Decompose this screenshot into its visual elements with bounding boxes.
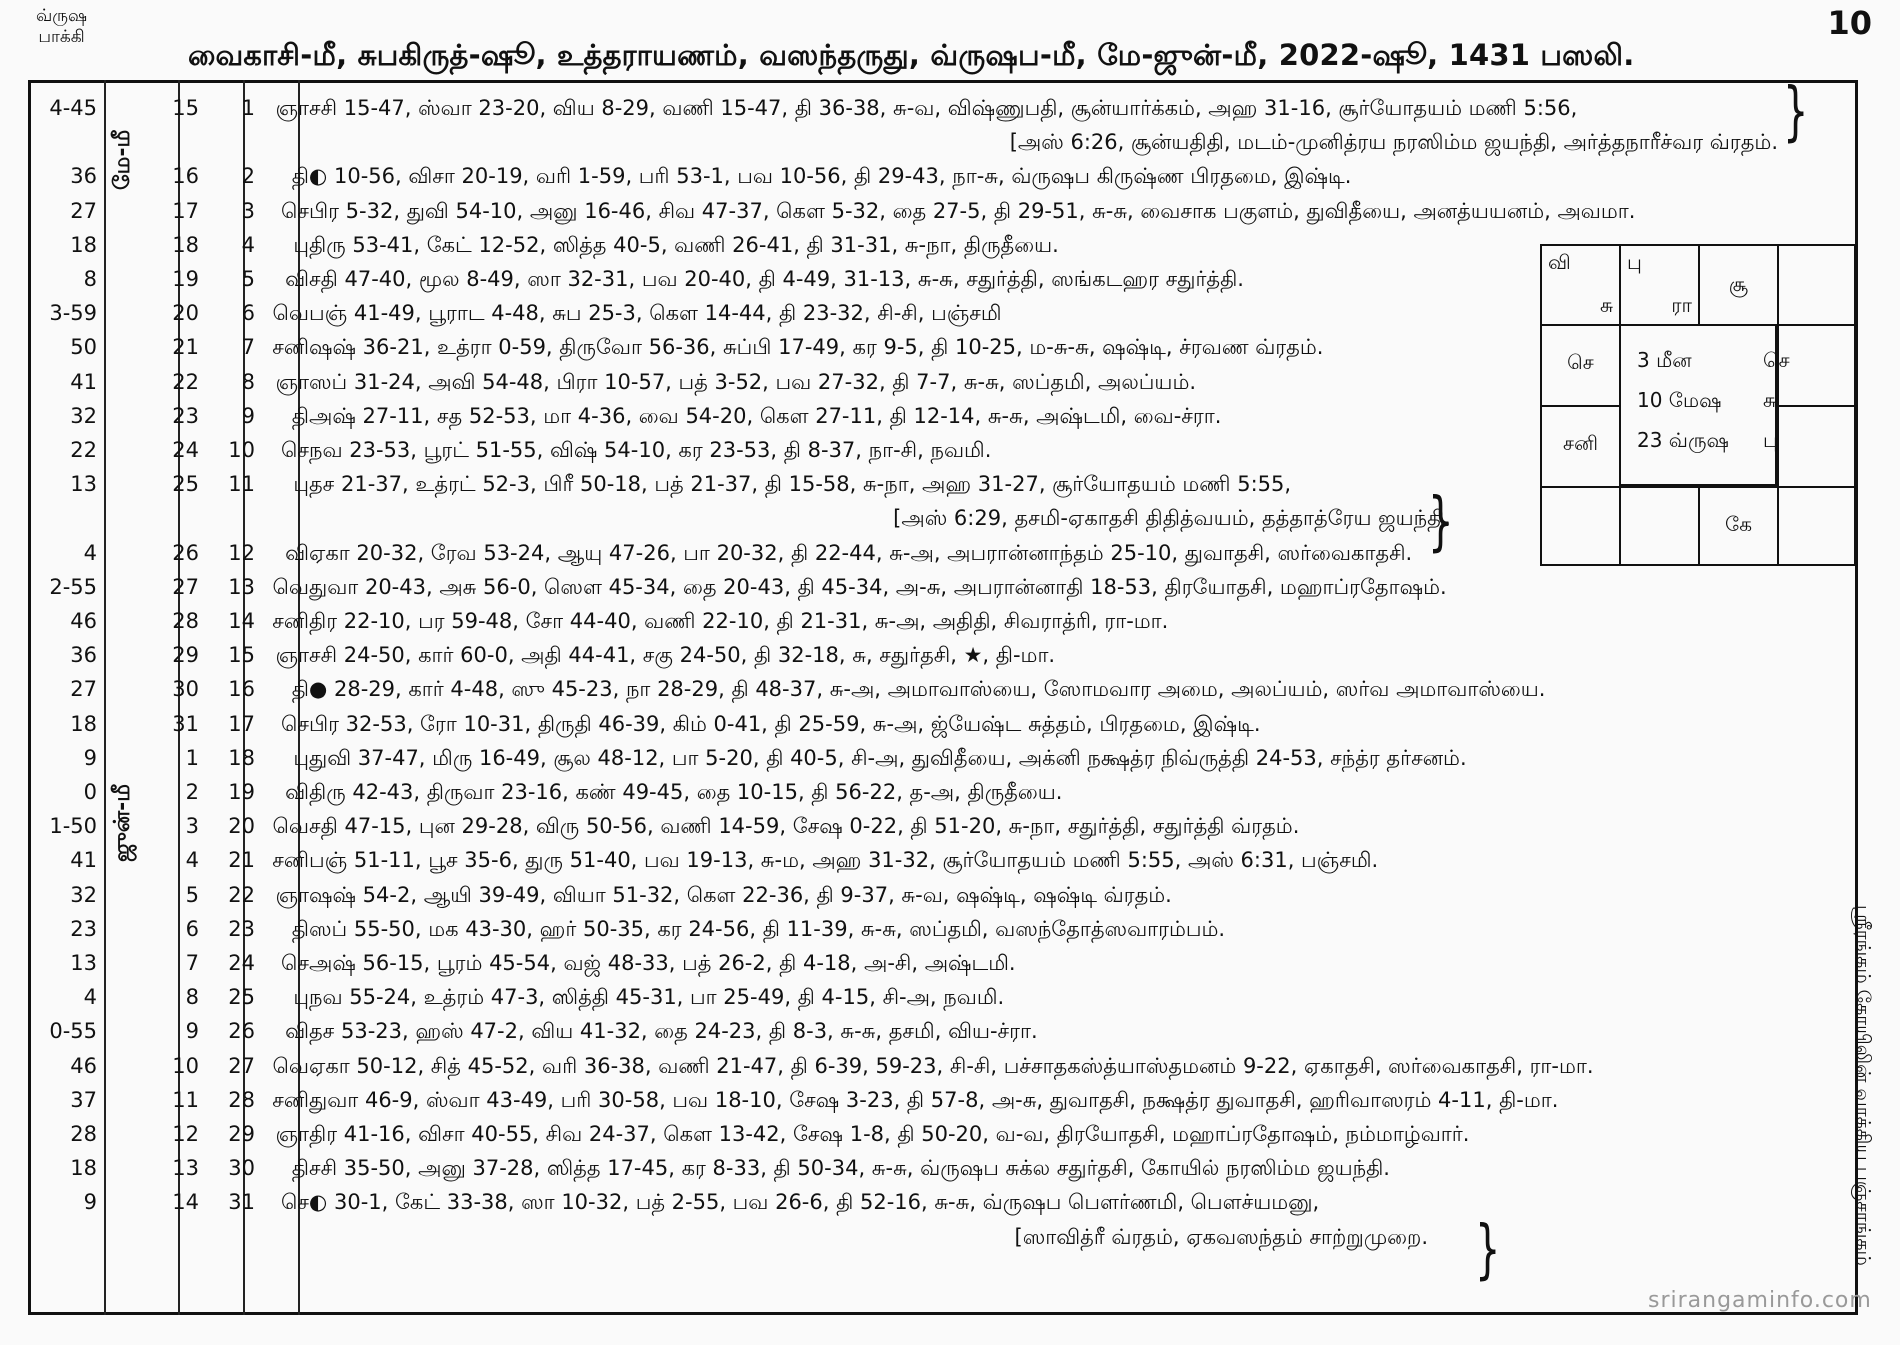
details-cell: ஏகா 20-32, ரேவ 53-24, ஆயு 47-26, பா 20-32, தி 22-44, சு-அ, அபரான்னாந்தம் 25-10, துவாதசி, ஸர்வைகாதசி. [309,540,1413,565]
english-date-cell: 15 [172,96,199,120]
tamil-date-cell: 23 [228,916,255,941]
weekday-cell: சனி [272,609,309,633]
english-date-cell: 25 [172,472,199,497]
watermark-text: srirangaminfo.com [1648,1288,1872,1313]
rasi-planet: சனி [1563,431,1598,455]
balance-cell: 9 [83,745,97,770]
table-row-continuation [31,130,1856,164]
details-cell: [அஸ் 6:29, தசமி-ஏகாதசி திதித்வயம், தத்தாத்ரேய ஜயந்தி. [893,506,1451,531]
details-cell: பிர 5-32, துவி 54-10, அனு 16-46, சிவ 47-37, கௌ 5-32, தை 27-5, தி 29-51, சு-சு, வைசாக பகுளம், துவிதீயை, அனத்யயனம், அவமா. [309,198,1636,223]
tamil-date-cell: 24 [228,951,255,975]
tamil-date-cell: 6 [241,301,255,326]
table-row [31,1054,1856,1088]
english-date-cell: 9 [185,1019,199,1044]
weekday-cell: தி [291,1156,309,1181]
tamil-date-cell: 20 [228,814,255,839]
details-cell: அஷ் 56-15, பூரம் 45-54, வஜ் 48-33, பத் 26-2, தி 4-18, அ-சி, அஷ்டமி. [309,951,1016,975]
side-caption: ஸ்ரீரங்கம் கோயிலின் வாக்கிய பஞ்சாங்கம் [1852,905,1874,1266]
corner-top-text: வ்ருஷ [36,6,88,26]
weekday-cell: வெ [272,574,309,599]
details-cell: [அஸ் 6:26, சூன்யதிதி, மடம்-முனித்ரய நரஸிம்ம ஜயந்தி, அர்த்தநாரீச்வர வ்ரதம். [1009,130,1778,155]
details-cell: சசி 24-50, கார் 60-0, அதி 44-41, சகு 24-50, தி 32-18, சு, சதுர்தசி, ★, தி-மா. [309,643,1056,668]
weekday-cell: ஞா [275,369,309,394]
weekday-cell: வெ [272,1053,309,1078]
tamil-date-cell: 28 [228,1087,255,1112]
rasi-planet: கே [1725,512,1752,536]
details-cell: சசி 15-47, ஸ்வா 23-20, விய 8-29, வணி 15-47, தி 36-38, சு-வ, விஷ்ணுபதி, சூன்யார்க்கம், அஹ 31-16, சூர்யோதயம் மணி 5:56, [309,96,1578,120]
month-label-june: ஜுன்-மீ [110,783,135,862]
details-cell: பஞ் 51-11, பூச 35-6, துரு 51-40, பவ 19-13, சு-ம, அஹ 31-32, சூர்யோதயம் மணி 5:55, அஸ் 6:31, பஞ்சமி. [309,848,1379,873]
balance-cell: 3-59 [49,301,97,326]
rasi-center-line [1637,348,1790,375]
balance-cell: 23 [70,916,97,941]
weekday-cell: வெ [272,814,309,839]
page-title: வைகாசி-மீ, சுபகிருத்-ஷூ, உத்தராயணம், வஸந்தருது, வ்ருஷப-மீ, மே-ஜுன்-மீ, 2022-ஷூ, 1431 பஸலி. [188,38,1635,72]
weekday-cell: தி [291,164,309,189]
weekday-cell: வி [285,780,309,804]
table-row [31,199,1856,233]
rasi-planet: சு [1599,293,1613,317]
tamil-date-cell: 2 [241,164,255,189]
balance-cell: 32 [70,882,97,907]
rasi-chart-center [1619,324,1790,486]
english-date-cell: 6 [185,916,199,941]
balance-cell: 4-45 [49,96,97,120]
english-date-cell: 18 [172,232,199,257]
english-date-cell: 7 [185,951,199,975]
table-row [31,96,1856,130]
weekday-cell: செ [281,438,309,462]
rasi-center-line [1637,388,1777,415]
tamil-date-cell: 11 [228,472,255,497]
english-date-cell: 24 [172,438,199,462]
table-row [31,609,1856,643]
header-corner-label [36,6,87,48]
rasi-center-planet: சு [1763,388,1777,412]
weekday-cell: செ [281,198,309,223]
details-cell: சதி 47-15, புன 29-28, விரு 50-56, வணி 14-59, சேஷ 0-22, தி 51-20, சு-நா, சதுர்த்தி, சதுர்த்தி வ்ரதம். [309,814,1300,839]
balance-cell: 1-50 [49,814,97,839]
balance-cell: 13 [70,951,97,975]
english-date-cell: 23 [172,403,199,428]
balance-cell: 4 [83,540,97,565]
weekday-cell: தி [291,403,309,428]
rasi-center-label: 23 வ்ருஷ [1637,428,1729,452]
table-row [31,780,1856,814]
rasi-cell [1540,405,1621,488]
tamil-date-cell: 25 [228,985,255,1010]
english-date-cell: 13 [172,1156,199,1181]
balance-cell: 41 [70,848,97,873]
english-date-cell: 20 [172,301,199,326]
details-cell: பஞ் 41-49, பூராட 4-48, சுப 25-3, கௌ 14-44, தி 23-32, சி-சி, பஞ்சமி [309,301,1002,326]
english-date-cell: 28 [172,609,199,633]
english-date-cell: 17 [172,198,199,223]
balance-cell: 36 [70,643,97,668]
english-date-cell: 16 [172,164,199,189]
tamil-date-cell: 1 [241,96,255,120]
details-cell: ஸப் 31-24, அவி 54-48, பிரா 10-57, பத் 3-52, பவ 27-32, தி 7-7, சு-சு, ஸப்தமி, அலப்யம். [309,369,1197,394]
tamil-date-cell: 5 [241,267,255,291]
rasi-center-planet: பு [1763,428,1778,452]
rasi-planet: செ [1567,350,1594,374]
weekday-cell: வெ [272,301,309,326]
rasi-cell [1698,486,1779,566]
rasi-cell [1777,486,1856,566]
tamil-date-cell: 26 [228,1019,255,1044]
rasi-cell [1777,244,1856,326]
table-row [31,917,1856,951]
tamil-date-cell: 19 [228,780,255,804]
details-cell: ஸப் 55-50, மக 43-30, ஹர் 50-35, கர 24-56, தி 11-39, சு-சு, ஸப்தமி, வஸந்தோத்ஸவாரம்பம். [309,916,1226,941]
tamil-date-cell: 30 [228,1156,255,1181]
details-cell: தச 53-23, ஹஸ் 47-2, விய 41-32, தை 24-23, தி 8-3, சு-சு, தசமி, விய-ச்ரா. [309,1019,1038,1044]
rasi-cell [1540,324,1621,407]
weekday-cell: செ [281,951,309,975]
balance-cell: 18 [70,232,97,257]
weekday-cell: தி [291,916,309,941]
english-date-cell: 30 [172,677,199,702]
table-row [31,1190,1856,1224]
rasi-cell [1540,244,1621,326]
rasi-planet: வி [1548,250,1571,274]
english-date-cell: 12 [172,1122,199,1146]
rasi-planet: ரா [1671,293,1692,317]
details-cell: சதி 47-40, மூல 8-49, ஸா 32-31, பவ 20-40, தி 4-49, 31-13, சு-சு, சதுர்த்தி, ஸங்கடஹர சதுர்த்தி. [309,267,1244,291]
table-row [31,848,1856,882]
table-row [31,677,1856,711]
rasi-center-label: 3 மீன [1637,348,1692,372]
weekday-cell: செ [281,711,309,736]
weekday-cell: பு [293,985,309,1010]
balance-cell: 4 [83,985,97,1010]
table-row [31,883,1856,917]
rasi-center-label: 10 மேஷ [1637,388,1722,412]
table-row [31,985,1856,1019]
details-cell: திரு 42-43, திருவா 23-16, கண் 49-45, தை 10-15, தி 56-22, த-அ, திருதீயை. [309,780,1063,804]
weekday-cell: ஞா [275,643,309,668]
weekday-cell: பு [293,745,309,770]
english-date-cell: 8 [185,985,199,1010]
balance-cell: 18 [70,711,97,736]
english-date-cell: 31 [172,711,199,736]
tamil-date-cell: 22 [228,882,255,907]
page-number: 10 [1827,4,1872,42]
details-cell: பிர 32-53, ரோ 10-31, திருதி 46-39, கிம் 0-41, தி 25-59, சு-அ, ஜ்யேஷ்ட சுத்தம், பிரதமை, இஷ்டி. [309,711,1261,736]
tamil-date-cell: 27 [228,1053,255,1078]
balance-cell: 8 [83,267,97,291]
balance-cell: 46 [70,1053,97,1078]
brace-mark: } [1475,1213,1501,1287]
table-row [31,643,1856,677]
details-cell: துவா 20-43, அசு 56-0, ஸௌ 45-34, தை 20-43, தி 45-34, அ-சு, அபரான்னாதி 18-53, திரயோதசி, மஹாப்ரதோஷம். [309,574,1447,599]
weekday-cell: செ [281,1190,309,1215]
tamil-date-cell: 29 [228,1122,255,1146]
month-label-may: மே-மீ [110,129,135,190]
details-cell: துவா 46-9, ஸ்வா 43-49, பரி 30-58, பவ 18-10, சேஷ 3-23, தி 57-8, அ-சு, துவாதசி, நக்ஷத்ர துவாதசி, ஹரிவாஸரம் 4-11, தி-மா. [309,1087,1559,1112]
balance-cell: 2-55 [49,574,97,599]
rasi-cell [1540,486,1621,566]
weekday-cell: ஞா [275,1122,309,1146]
table-row [31,1019,1856,1053]
details-cell: ஏகா 50-12, சித் 45-52, வரி 36-38, வணி 21-47, தி 6-39, 59-23, சி-சி, பச்சாதகஸ்த்யாஸ்தமனம் 9-22, ஏகாதசி, ஸர்வைகாதசி, ரா-மா. [309,1053,1594,1078]
table-row [31,1122,1856,1156]
table-row [31,575,1856,609]
english-date-cell: 11 [172,1087,199,1112]
balance-cell: 37 [70,1087,97,1112]
balance-cell: 18 [70,1156,97,1181]
balance-cell: 13 [70,472,97,497]
english-date-cell: 4 [185,848,199,873]
tamil-date-cell: 8 [241,369,255,394]
tamil-date-cell: 21 [228,848,255,873]
rasi-center-line [1637,428,1778,455]
balance-cell: 36 [70,164,97,189]
english-date-cell: 27 [172,574,199,599]
details-cell: துவி 37-47, மிரு 16-49, சூல 48-12, பா 5-20, தி 40-5, சி-அ, துவிதீயை, அக்னி நக்ஷத்ர நிவ்ருத்தி 24-53, சந்த்ர தர்சனம். [309,745,1467,770]
weekday-cell: சனி [272,1087,309,1112]
tamil-date-cell: 15 [228,643,255,668]
rasi-cell [1777,405,1856,488]
balance-cell: 22 [70,438,97,462]
details-cell: ◐ 30-1, கேட் 33-38, ஸா 10-32, பத் 2-55, பவ 26-6, தி 52-16, சு-சு, வ்ருஷப பௌர்ணமி, பௌச்யமனு, [309,1190,1320,1215]
rasi-cell [1619,244,1700,326]
balance-cell: 50 [70,335,97,360]
balance-cell: 27 [70,198,97,223]
english-date-cell: 1 [185,745,199,770]
details-cell: திர 41-16, விசா 40-55, சிவ 24-37, கௌ 13-42, சேஷ 1-8, தி 50-20, வ-வ, திரயோதசி, மஹாப்ரதோஷம், நம்மாழ்வார். [309,1122,1470,1146]
balance-cell: 9 [83,1190,97,1215]
details-cell: [ஸாவித்ரீ வ்ரதம், ஏகவஸந்தம் சாற்றுமுறை. [1014,1224,1428,1249]
table-row [31,1088,1856,1122]
weekday-cell: பு [293,232,309,257]
english-date-cell: 26 [172,540,199,565]
tamil-date-cell: 16 [228,677,255,702]
table-row [31,746,1856,780]
rasi-planet: சூ [1728,272,1749,296]
rasi-cell [1698,244,1779,326]
english-date-cell: 14 [172,1190,199,1215]
details-cell: ஷஷ் 36-21, உத்ரா 0-59, திருவோ 56-36, சுப்பி 17-49, கர 9-5, தி 10-25, ம-சு-சு, ஷஷ்டி, ச்ரவண வ்ரதம். [309,335,1324,360]
details-cell: ஷஷ் 54-2, ஆயி 39-49, வியா 51-32, கௌ 22-36, தி 9-37, சு-வ, ஷஷ்டி, ஷஷ்டி வ்ரதம். [309,882,1172,907]
details-cell: சசி 35-50, அனு 37-28, ஸித்த 17-45, கர 8-33, தி 50-34, சு-சு, வ்ருஷப சுக்ல சதுர்தசி, கோயில் நரஸிம்ம ஜயந்தி. [309,1156,1390,1181]
weekday-cell: சனி [272,848,309,873]
balance-cell: 41 [70,369,97,394]
weekday-cell: சனி [272,335,309,360]
tamil-date-cell: 9 [241,403,255,428]
tamil-date-cell: 10 [228,438,255,462]
weekday-cell: தி [291,677,309,702]
table-row [31,164,1856,198]
weekday-cell: வி [285,1019,309,1044]
details-cell: அஷ் 27-11, சத 52-53, மா 4-36, வை 54-20, கௌ 27-11, தி 12-14, சு-சு, அஷ்டமி, வை-ச்ரா. [309,403,1222,428]
tamil-date-cell: 13 [228,574,255,599]
tamil-date-cell: 3 [241,198,255,223]
balance-cell: 32 [70,403,97,428]
weekday-cell: ஞா [275,96,309,120]
balance-cell: 0-55 [49,1019,97,1044]
brace-mark: } [1783,75,1809,149]
rasi-chart [1540,244,1856,566]
balance-cell: 46 [70,609,97,633]
english-date-cell: 22 [172,369,199,394]
table-row-continuation [31,1225,1856,1259]
tamil-date-cell: 18 [228,745,255,770]
tamil-date-cell: 12 [228,540,255,565]
english-date-cell: 5 [185,882,199,907]
brace-mark: } [1428,485,1454,559]
weekday-cell: பு [293,472,309,497]
english-date-cell: 10 [172,1053,199,1078]
table-row [31,951,1856,985]
tamil-date-cell: 14 [228,609,255,633]
english-date-cell: 3 [185,814,199,839]
english-date-cell: 19 [172,267,199,291]
table-row [31,712,1856,746]
details-cell: ◐ 10-56, விசா 20-19, வரி 1-59, பரி 53-1, பவ 10-56, தி 29-43, நா-சு, வ்ருஷப கிருஷ்ண பிரதமை, இஷ்டி. [309,164,1352,189]
english-date-cell: 2 [185,780,199,804]
rasi-cell [1619,486,1700,566]
rasi-planet: பு [1627,250,1642,274]
balance-cell: 0 [83,780,97,804]
english-date-cell: 29 [172,643,199,668]
table-row [31,814,1856,848]
balance-cell: 27 [70,677,97,702]
tamil-date-cell: 31 [228,1190,255,1215]
table-row [31,1156,1856,1190]
weekday-cell: வி [285,540,309,565]
tamil-date-cell: 4 [241,232,255,257]
details-cell: நவ 55-24, உத்ரம் 47-3, ஸித்தி 45-31, பா 25-49, தி 4-15, சி-அ, நவமி. [309,985,1005,1010]
details-cell: நவ 23-53, பூரட் 51-55, விஷ் 54-10, கர 23-53, தி 8-37, நா-சி, நவமி. [309,438,992,462]
details-cell: திரு 53-41, கேட் 12-52, ஸித்த 40-5, வணி 26-41, தி 31-31, சு-நா, திருதீயை. [309,232,1059,257]
tamil-date-cell: 17 [228,711,255,736]
corner-bottom-text: பாக்கி [38,27,85,47]
english-date-cell: 21 [172,335,199,360]
rasi-center-planet: செ [1763,348,1790,372]
details-cell: தச 21-37, உத்ரட் 52-3, பிரீ 50-18, பத் 21-37, தி 15-58, சு-நா, அஹ 31-27, சூர்யோதயம் மணி 5:55, [309,472,1292,497]
details-cell: ● 28-29, கார் 4-48, ஸு 45-23, நா 28-29, தி 48-37, சு-அ, அமாவாஸ்யை, ஸோமவார அமை, அலப்யம், ஸர்வ அமாவாஸ்யை. [309,677,1546,702]
weekday-cell: ஞா [275,882,309,907]
balance-cell: 28 [70,1122,97,1146]
weekday-cell: வி [285,267,309,291]
tamil-date-cell: 7 [241,335,255,360]
details-cell: திர 22-10, பர 59-48, சோ 44-40, வணி 22-10, தி 21-31, சு-அ, அதிதி, சிவராத்ரி, ரா-மா. [309,609,1169,633]
